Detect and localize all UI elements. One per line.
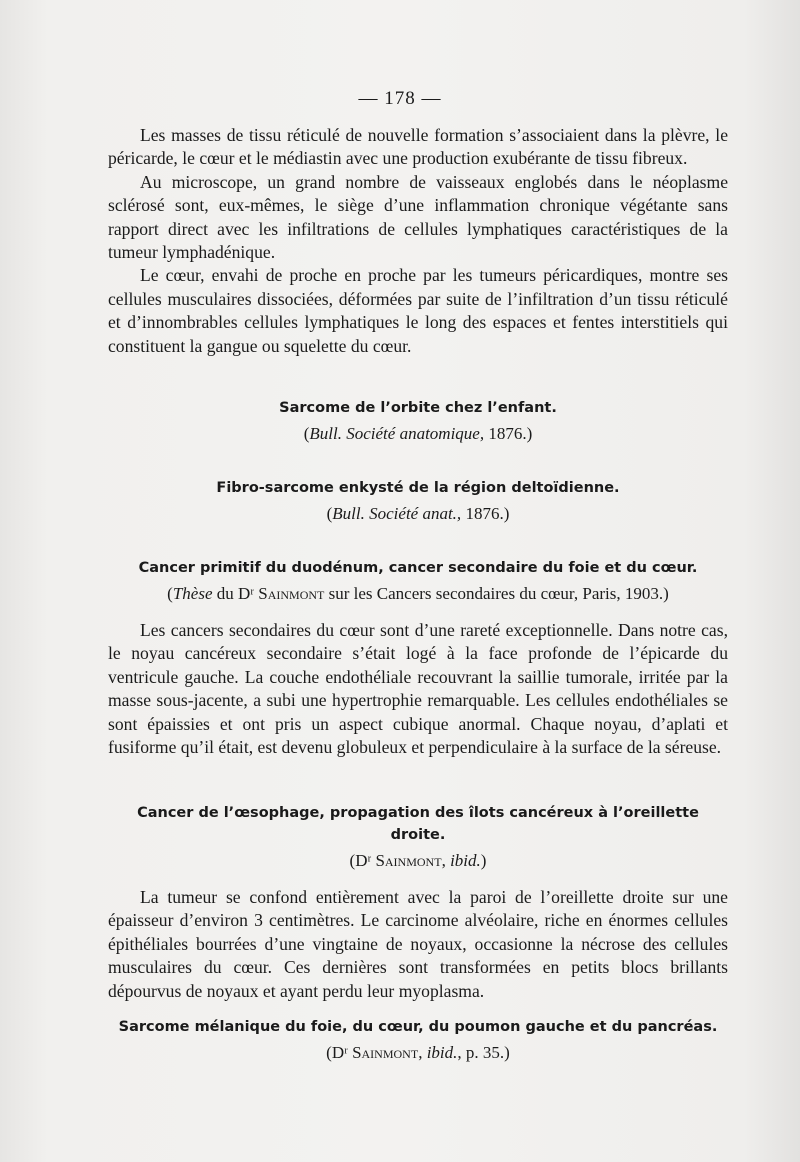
section-oesophagus-cancer [108, 802, 728, 1003]
paragraph: Les masses de tissu réticulé de nouvelle formation s’associaient dans la plèvre, le péricarde, le cœur et le médiastin avec une production exubérante de tissu fibreux. [108, 125, 728, 169]
section-orbit-sarcoma [108, 397, 728, 445]
section-citation: (Bull. Société anatomique, 1876.) [303, 424, 533, 443]
section-duodenum-cancer [108, 557, 728, 759]
page-number: — 178 — [358, 88, 442, 109]
section-citation: (Dʳ Sainmont, ibid., p. 35.) [326, 1043, 510, 1062]
intro-section [108, 124, 728, 358]
section-melanic-sarcoma [108, 1016, 728, 1064]
paragraph: Les cancers secondaires du cœur sont d’une rareté exceptionnelle. Dans notre cas, le noyau cancéreux secondaire s’était logé à la face profonde de l’épicarde du ventricule gauche. La couche endothéliale recouvrant la saillie tumorale, irritée par la masse sous-jacente, a subi une hypertrophie remarquable. Les cellules endothéliales se sont épaissies et ont pris un aspect cubique anormal. Chaque noyau, d’aplati et fusiforme qu’il était, est devenu globuleux et perpendiculaire à la surface de la séreuse. [108, 620, 728, 758]
paragraph: La tumeur se confond entièrement avec la paroi de l’oreillette droite sur une épaisseur d’environ 3 centimètres. Le carcinome alvéolaire, riche en énormes cellules épithéliales bourrées d’une vingtaine de noyaux, occasionne la nécrose des cellules musculaires du cœur. Ces dernières sont transformées en petits blocs brillants dépourvus de noyaux et ayant perdu leur myoplasma. [108, 887, 728, 1001]
paragraph: Au microscope, un grand nombre de vaisseaux englobés dans le néoplasme sclérosé sont, eux-mêmes, le siège d’une inflammation chronique végétante sans rapport direct avec les infiltrations de cellules lymphatiques caractéristiques de la tumeur lymphadénique. [108, 171, 728, 263]
section-heading: Sarcome de l’orbite chez l’enfant. [279, 400, 557, 416]
section-citation: (Thèse du Dʳ Sainmont sur les Cancers secondaires du cœur, Paris, 1903.) [167, 584, 669, 603]
section-heading: Cancer primitif du duodénum, cancer secondaire du foie et du cœur. [138, 560, 698, 576]
section-citation: (Dʳ Sainmont, ibid.) [349, 851, 487, 870]
section-heading: Sarcome mélanique du foie, du cœur, du poumon gauche et du pancréas. [118, 1019, 718, 1035]
section-heading: Fibro-sarcome enkysté de la région deltoïdienne. [216, 480, 620, 496]
paragraph: Le cœur, envahi de proche en proche par les tumeurs péricardiques, montre ses cellules musculaires dissociées, déformées par suite de l’infiltration d’un tissu réticulé et d’innombrables cellules lymphatiques le long des espaces et fentes interstitiels qui constituent la gangue ou squelette du cœur. [108, 265, 728, 356]
section-citation: (Bull. Société anat., 1876.) [326, 504, 510, 523]
section-heading: Cancer de l’œsophage, propagation des îlots cancéreux à l’oreillette droite. [137, 805, 699, 843]
section-fibrosarcoma [108, 477, 728, 525]
